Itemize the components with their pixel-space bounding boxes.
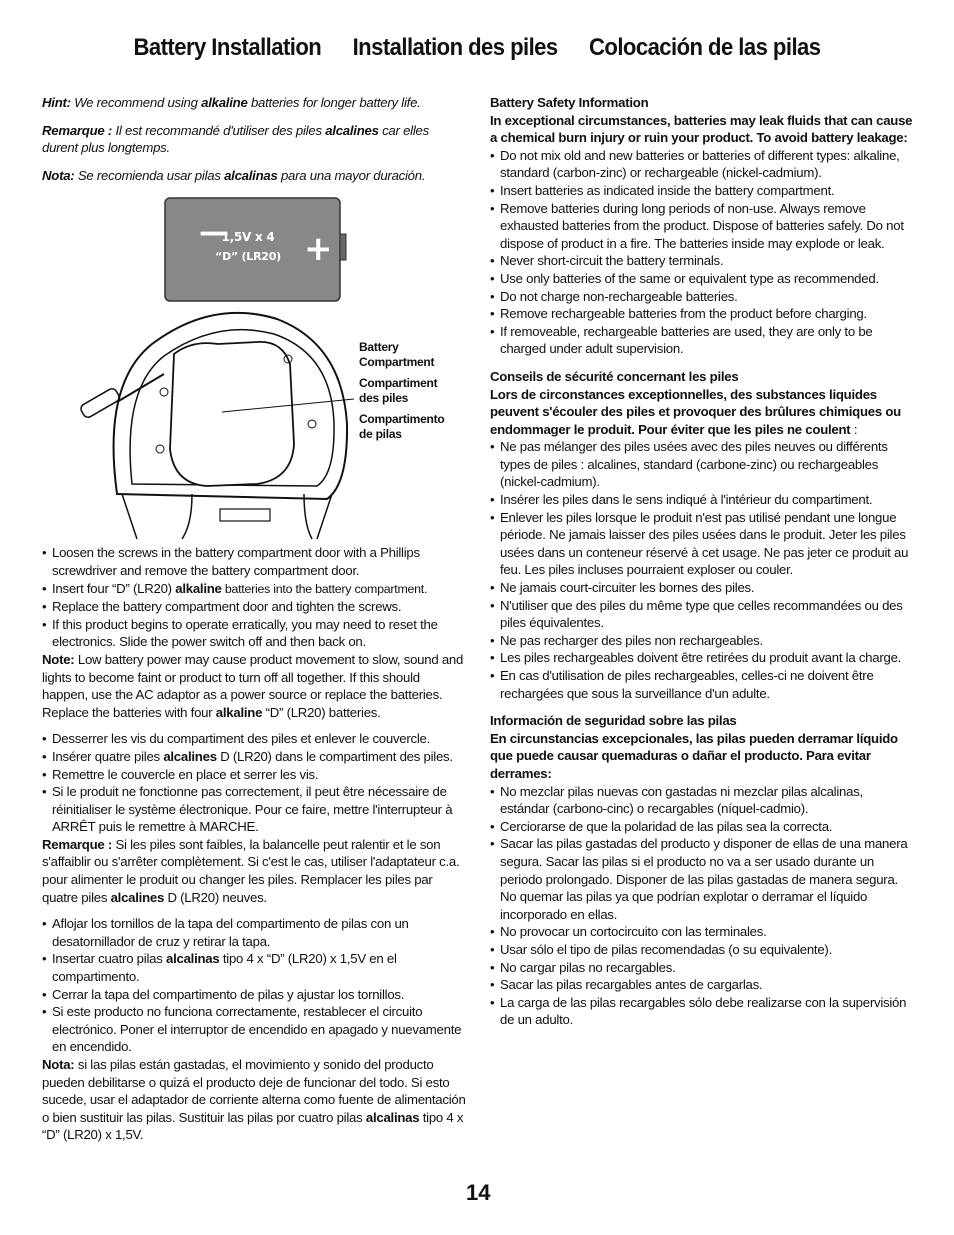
- safety-list-english: [490, 147, 915, 358]
- hint-french: Remarque : Il est recommandé d'utiliser des piles alcalines car elles durent plus longtemps.: [42, 122, 429, 156]
- list-item: • Replace the battery compartment door and tighten the screws.: [42, 598, 467, 616]
- page-number: 14: [466, 1180, 491, 1205]
- list-item: • Insertar cuatro pilas alcalinas tipo 4 x “D” (LR20) x 1,5V en el compartimento.: [42, 950, 467, 985]
- left-column: [42, 94, 467, 1144]
- list-item: • Enlever les piles lorsque le produit n'est pas utilisé pendant une longue période. Ne jamais laisser des piles usées dans le produit. Jeter les piles usées dans un conteneur réservé à cet usage. Ne pas jeter ce produit au feu. Les piles incluses pourraient exploser ou couler.: [490, 509, 915, 579]
- battery-type: “D” (LR20): [215, 250, 281, 264]
- list-item: • En cas d'utilisation de piles rechargeables, celles-ci ne doivent être rechargées que sous la surveillance d'un adulte.: [490, 667, 915, 702]
- list-item: • Les piles rechargeables doivent être retirées du produit avant la charge.: [490, 649, 915, 667]
- list-item: • Sacar las pilas recargables antes de cargarlas.: [490, 976, 915, 994]
- safety-intro-french: Lors de circonstances exceptionnelles, des substances liquides peuvent s'écouler des piles et provoquer des brûlures chimiques ou endommager le produit. Pour éviter que les piles ne coulent :: [490, 386, 901, 437]
- instructions-english: [42, 544, 467, 651]
- list-item: • No provocar un cortocircuito con las terminales.: [490, 923, 915, 941]
- list-item: • Si le produit ne fonctionne pas correctement, il peut être nécessaire de réinitialiser le système électronique. Pour ce faire, mettre l'interrupteur à ARRÊT puis le remettre à MARCHE.: [42, 783, 467, 836]
- list-item: • Sacar las pilas gastadas del producto y disponer de ellas de una manera segura. Sacar las pilas si el producto no va a ser usado durante un periodo prolongado. Disponer de las pilas gastadas de manera segura. No quemar las pilas ya que podrían explotar o derramar el líquido incorporado en ellas.: [490, 835, 915, 923]
- battery-minus-sign: —: [199, 215, 229, 251]
- list-item: • Desserrer les vis du compartiment des piles et enlever le couvercle.: [42, 730, 467, 748]
- list-item: • Aflojar los tornillos de la tapa del compartimento de pilas con un desatornillador de cruz y retirar la tapa.: [42, 915, 467, 950]
- list-item: • Never short-circuit the battery terminals.: [490, 252, 915, 270]
- safety-title-spanish: Información de seguridad sobre las pilas: [490, 713, 737, 729]
- safety-list-spanish: [490, 783, 915, 1029]
- safety-intro-english: In exceptional circumstances, batteries may leak fluids that can cause a chemical burn injury or ruin your product. To avoid battery leakage:: [490, 112, 913, 146]
- list-item: • Insert batteries as indicated inside the battery compartment.: [490, 182, 915, 200]
- note-spanish: Nota: si las pilas están gastadas, el movimiento y sonido del producto pueden debilitarse o quizá el producto deje de funcionar del todo. Si esto sucede, usar el adaptador de corriente alterna como fuente de alimentación o bien sustituir las pilas. Sustituir las pilas por cuatro pilas alcalinas tipo 4 x “D” (LR20) x 1,5V.: [42, 1057, 466, 1143]
- list-item: • Loosen the screws in the battery compartment door with a Phillips screwdriver and remove the battery compartment door.: [42, 544, 467, 579]
- list-item: • Si este producto no funciona correctamente, restablecer el circuito electrónico. Poner el interruptor de encendido en apagado y nuevamente en encendido.: [42, 1003, 467, 1056]
- list-item: • Insert four “D” (LR20) alkaline batteries into the battery compartment.: [42, 580, 467, 599]
- safety-title-english: Battery Safety Information: [490, 95, 649, 110]
- label-battery-compartment-fr: Compartiment des piles: [359, 376, 438, 405]
- safety-title-french: Conseils de sécurité concernant les piles: [490, 368, 739, 384]
- list-item: • Do not mix old and new batteries or batteries of different types: alkaline, standard (carbon-zinc) or rechargeable (nickel-cadmium).: [490, 147, 915, 182]
- safety-list-french: [490, 438, 915, 702]
- list-item: • Do not charge non-rechargeable batteries.: [490, 288, 915, 306]
- instructions-spanish: [42, 915, 467, 1056]
- title-french: Installation des piles: [352, 34, 558, 61]
- list-item: • Usar sólo el tipo de pilas recomendadas (o su equivalente).: [490, 941, 915, 959]
- title-spanish: Colocación de las pilas: [588, 34, 821, 61]
- list-item: • Use only batteries of the same or equivalent type as recommended.: [490, 270, 915, 288]
- list-item: • Ne pas mélanger des piles usées avec des piles neuves ou différents types de piles : alcalines, standard (carbone-zinc) ou rechargeables (nickel-cadmium).: [490, 438, 915, 491]
- list-item: • If this product begins to operate erratically, you may need to reset the electronics. Slide the power switch off and then back on.: [42, 616, 467, 651]
- list-item: • La carga de las pilas recargables sólo debe realizarse con la supervisión de un adulto.: [490, 994, 915, 1029]
- instructions-french: [42, 730, 467, 836]
- compartment-drawing: [42, 194, 467, 544]
- list-item: • Ne pas recharger des piles non rechargeables.: [490, 632, 915, 650]
- compartment-door: [170, 342, 294, 486]
- title-english: Battery Installation: [133, 34, 322, 61]
- list-item: • Remove batteries during long periods of non-use. Always remove exhausted batteries from the product. Dispose of batteries safely. Do not dispose of product in a fire. The batteries inside may explode or leak.: [490, 200, 915, 253]
- note-english: Note: Low battery power may cause product movement to slow, sound and lights to become faint or product to turn off all together. If this should happen, use the AC adaptor as a power source or replace the batteries. Replace the batteries with four alkaline “D” (LR20) batteries.: [42, 651, 464, 720]
- list-item: • Insérer les piles dans le sens indiqué à l'intérieur du compartiment.: [490, 491, 915, 509]
- battery-plus-sign: +: [304, 229, 333, 270]
- list-item: • Cerciorarse de que la polaridad de las pilas sea la correcta.: [490, 818, 915, 836]
- list-item: • No cargar pilas no recargables.: [490, 959, 915, 977]
- battery-compartment-illustration: [42, 194, 467, 544]
- list-item: • Remettre le couvercle en place et serrer les vis.: [42, 766, 467, 784]
- note-french: Remarque : Si les piles sont faibles, la balancelle peut ralentir et le son s'affaiblir ou s'arrêter complètement. Si c'est le cas, utiliser l'adaptateur c.a. pour alimenter le produit ou changer les piles. Remplacer les piles par quatre piles alcalines D (LR20) neuves.: [42, 836, 460, 905]
- hint-english: Hint: We recommend using alkaline batteries for longer battery life.: [42, 95, 421, 110]
- page-title: [38, 34, 916, 62]
- right-column: [490, 94, 915, 1029]
- battery-voltage: 1,5V x 4: [221, 230, 275, 245]
- hint-spanish: Nota: Se recomienda usar pilas alcalinas para una mayor duración.: [42, 167, 426, 183]
- list-item: • N'utiliser que des piles du même type que celles recommandées ou des piles équivalentes.: [490, 597, 915, 632]
- list-item: • Ne jamais court-circuiter les bornes des piles.: [490, 579, 915, 597]
- safety-intro-spanish: En circunstancias excepcionales, las pilas pueden derramar líquido que puede causar quemaduras o dañar el producto. Para evitar derrames:: [490, 730, 898, 781]
- label-battery-compartment-es: Compartimento de pilas: [359, 412, 445, 441]
- list-item: • Cerrar la tapa del compartimento de pilas y ajustar los tornillos.: [42, 986, 467, 1004]
- label-battery-compartment-en: Battery Compartment: [359, 340, 435, 369]
- list-item: • Remove rechargeable batteries from the product before charging.: [490, 305, 915, 323]
- list-item: • If removeable, rechargeable batteries are used, they are only to be charged under adult supervision.: [490, 323, 915, 358]
- list-item: • No mezclar pilas nuevas con gastadas ni mezclar pilas alcalinas, estándar (carbono-cinc) o recargables (níquel-cadmio).: [490, 783, 915, 818]
- list-item: • Insérer quatre piles alcalines D (LR20) dans le compartiment des piles.: [42, 748, 467, 766]
